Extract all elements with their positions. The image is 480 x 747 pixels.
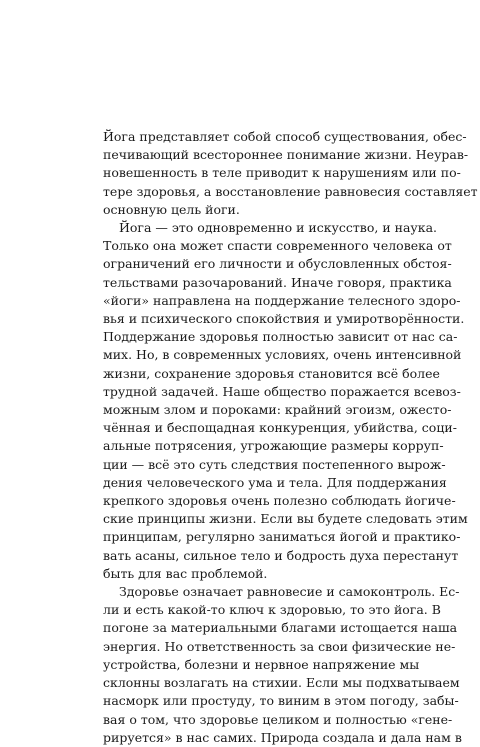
text-line: энергия. Но ответственность за свои физические не- [103, 638, 456, 654]
text-line: печивающий всестороннее понимание жизни. Неурав- [103, 147, 469, 163]
text-line: насморк или простуду, то виним в этом погоду, забы- [103, 693, 459, 709]
paragraph-2 [103, 219, 468, 583]
text-line: дения человеческого ума и тела. Для поддержания [103, 474, 447, 490]
text-line: ли и есть какой-то ключ к здоровью, то это йога. В [103, 602, 441, 618]
text-line: мих. Но, в современных условиях, очень интенсивной [103, 347, 462, 363]
text-line: чённая и беспощадная конкуренция, убийства, соци- [103, 420, 457, 436]
text-line: устройства, болезни и нервное напряжение мы [103, 656, 420, 672]
text-line: вая о том, что здоровье целиком и полностью «гене- [103, 711, 453, 727]
text-line: склонны возлагать на стихии. Если мы подхватываем [103, 675, 460, 691]
text-line: рируется» в нас самих. Природа создала и дала нам в [103, 729, 462, 745]
text-line: тельствами разочарований. Иначе говоря, практика [103, 274, 452, 290]
text-line: ограничений его личности и обусловленных обстоя- [103, 256, 452, 272]
text-line: трудной задачей. Наше общество поражается всевоз- [103, 383, 461, 399]
text-body [103, 128, 478, 747]
text-line: Йога — это одновременно и искусство, и наука. [119, 220, 437, 236]
text-line: вать асаны, сильное тело и бодрость духа перестанут [103, 547, 459, 563]
text-line: Йога представляет собой способ существования, обес- [103, 129, 467, 144]
text-line: жизни, сохранение здоровья становится всё более [103, 365, 440, 381]
text-line: принципам, регулярно заниматься йогой и практико- [103, 529, 461, 545]
text-line: быть для вас проблемой. [103, 565, 268, 581]
text-line: ские принципы жизни. Если вы будете следовать этим [103, 511, 468, 527]
text-line: «йоги» направлена на поддержание телесного здоро- [103, 292, 461, 308]
paragraph-3 [103, 583, 462, 747]
text-line: Поддержание здоровья полностью зависит от нас са- [103, 329, 458, 345]
text-line: тере здоровья, а восстановление равновесия составляет [103, 183, 478, 199]
paragraph-1 [103, 128, 478, 219]
text-line: Только она может спасти современного человека от [103, 238, 452, 254]
text-line: новешенность в теле приводит к нарушениям или по- [103, 165, 461, 181]
text-line: альные потрясения, угрожающие размеры корруп- [103, 438, 444, 454]
text-line: ции — всё это суть следствия постепенного вырож- [103, 456, 446, 472]
text-line: можным злом и пороками: крайний эгоизм, ожесто- [103, 402, 452, 418]
text-line: вья и психического спокойствия и умиротворённости. [103, 311, 465, 327]
text-line: крепкого здоровья очень полезно соблюдать йогиче- [103, 493, 456, 509]
text-line: Здоровье означает равновесие и самоконтроль. Ес- [119, 584, 460, 600]
text-line: основную цель йоги. [103, 201, 240, 217]
text-line: погоне за материальными благами истощается наша [103, 620, 458, 636]
